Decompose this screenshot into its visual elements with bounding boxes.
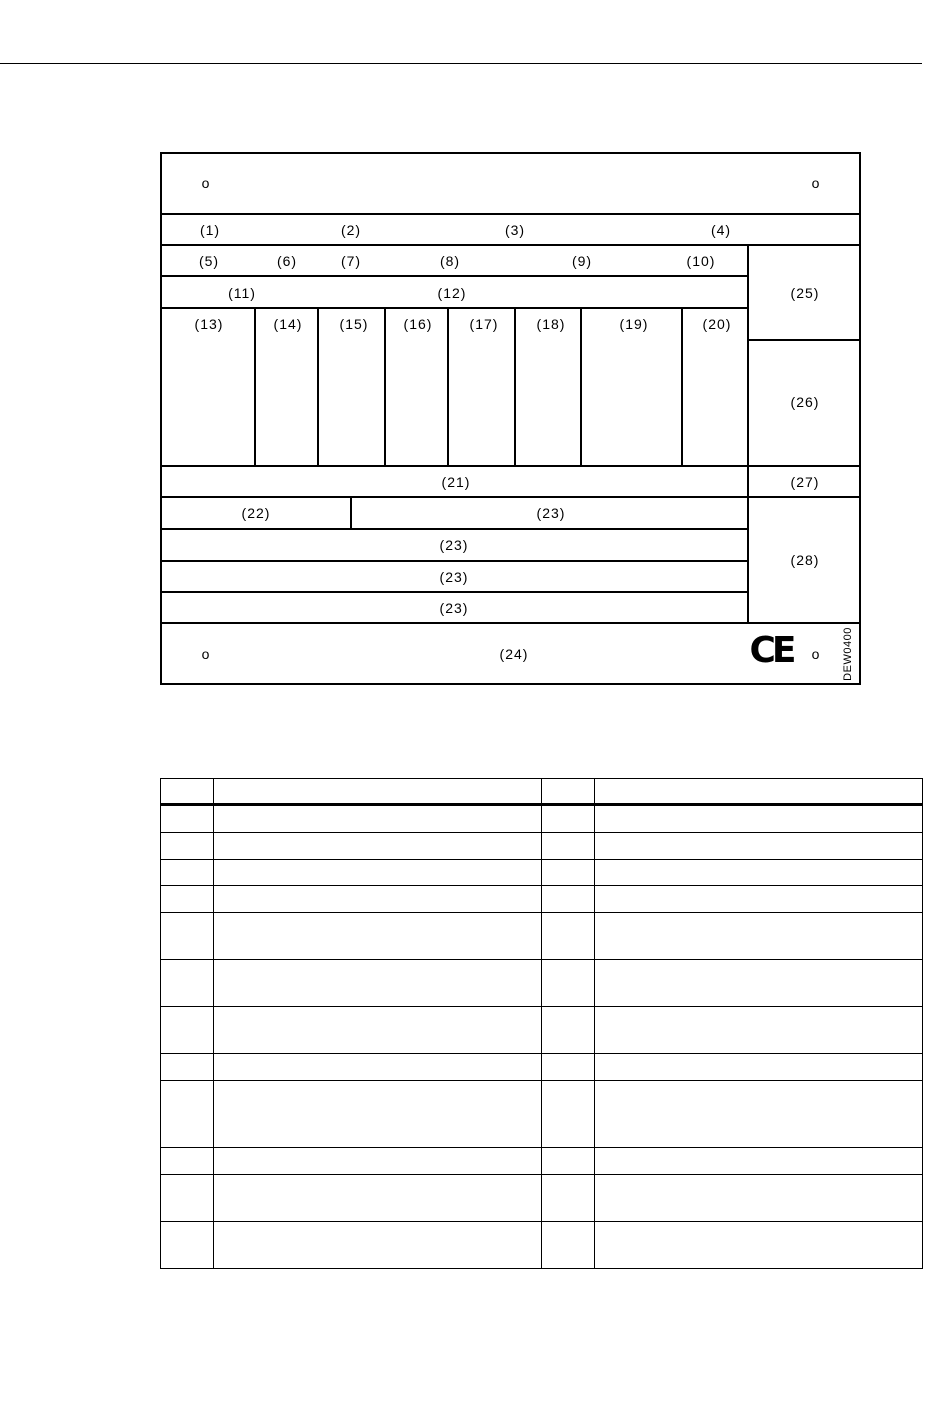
field-3: (3) <box>504 222 526 238</box>
mounting-hole-bottom-right: o <box>811 646 821 662</box>
plate-divider <box>681 307 683 465</box>
field-12: (12) <box>437 285 467 301</box>
field-20: (20) <box>702 316 732 332</box>
nameplate-diagram <box>160 152 861 685</box>
plate-divider <box>384 307 386 465</box>
field-28: (28) <box>790 552 820 568</box>
mounting-hole-bottom-left: o <box>201 646 211 662</box>
field-4: (4) <box>710 222 732 238</box>
plate-rule <box>160 560 749 562</box>
field-14: (14) <box>273 316 303 332</box>
plate-rule <box>160 465 861 467</box>
ce-mark-icon: CE <box>749 630 793 671</box>
plate-rule <box>749 339 861 341</box>
field-5: (5) <box>198 253 220 269</box>
field-25: (25) <box>790 285 820 301</box>
plate-divider <box>350 496 352 528</box>
plate-divider <box>447 307 449 465</box>
field-19: (19) <box>619 316 649 332</box>
page-header-rule <box>0 63 922 64</box>
plate-rule <box>160 622 861 624</box>
field-27: (27) <box>790 474 820 490</box>
field-18: (18) <box>536 316 566 332</box>
field-2: (2) <box>340 222 362 238</box>
field-11: (11) <box>228 285 256 301</box>
field-21: (21) <box>441 474 471 490</box>
field-22: (22) <box>241 505 271 521</box>
document-id: DEW0400 <box>842 627 854 681</box>
legend-table <box>160 778 923 1269</box>
field-8: (8) <box>439 253 461 269</box>
plate-border-left <box>160 152 162 685</box>
plate-rule <box>160 275 749 277</box>
plate-divider <box>514 307 516 465</box>
plate-divider <box>580 307 582 465</box>
field-15: (15) <box>339 316 369 332</box>
field-24: (24) <box>499 646 529 662</box>
field-9: (9) <box>571 253 593 269</box>
plate-rule <box>160 591 749 593</box>
field-1: (1) <box>199 222 221 238</box>
plate-border-bottom <box>160 683 861 685</box>
plate-rule <box>160 307 749 309</box>
field-23: (23) <box>439 600 469 616</box>
plate-rule <box>160 496 861 498</box>
plate-rule <box>160 528 749 530</box>
field-17: (17) <box>469 316 499 332</box>
plate-border-top <box>160 152 861 154</box>
mounting-hole-top-right: o <box>811 175 821 191</box>
plate-rule <box>160 213 861 215</box>
plate-divider <box>317 307 319 465</box>
field-10: (10) <box>686 253 716 269</box>
plate-border-right <box>859 152 861 685</box>
field-16: (16) <box>403 316 433 332</box>
field-23: (23) <box>536 505 566 521</box>
field-13: (13) <box>194 316 224 332</box>
plate-divider <box>747 244 749 622</box>
field-23: (23) <box>439 569 469 585</box>
field-6: (6) <box>276 253 298 269</box>
field-23: (23) <box>439 537 469 553</box>
plate-divider <box>254 307 256 465</box>
field-26: (26) <box>790 394 820 410</box>
plate-rule <box>160 244 861 246</box>
field-7: (7) <box>340 253 362 269</box>
mounting-hole-top-left: o <box>201 175 211 191</box>
